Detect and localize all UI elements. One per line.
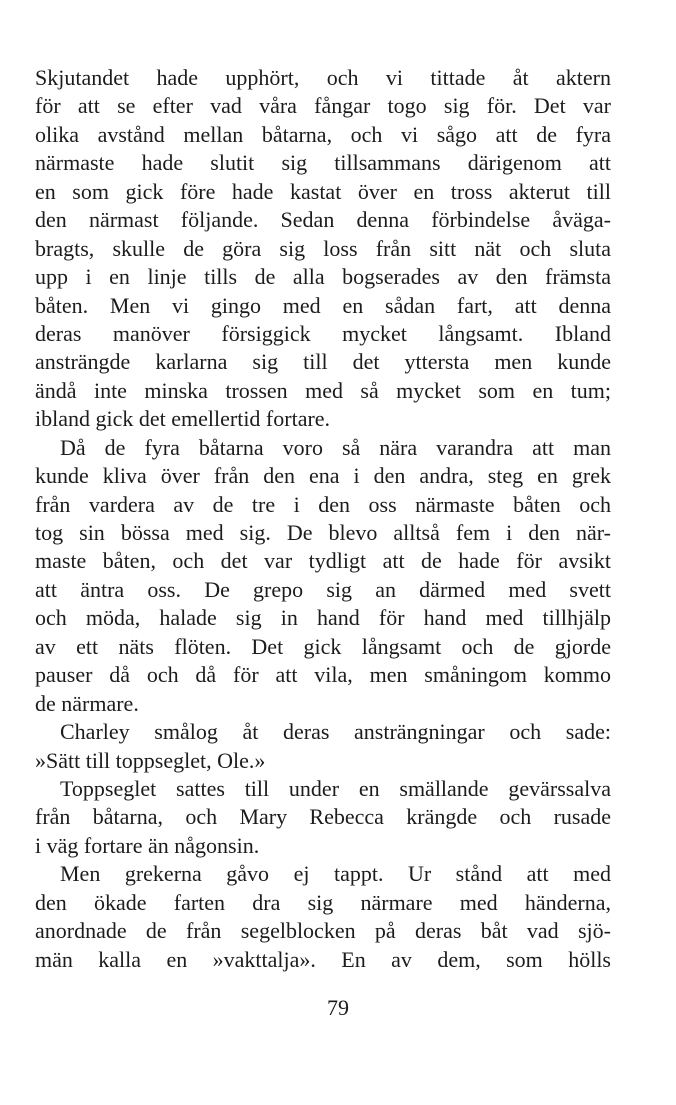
text-line: män kalla en »vakttalja». En av dem, som hölls bbox=[35, 946, 611, 972]
text-line: ibland gick det emellertid fortare. bbox=[35, 406, 331, 432]
text-line: och möda, halade sig in hand för hand med tillhjälp bbox=[35, 605, 611, 631]
text-line: från vardera av de tre i den oss närmaste båten och bbox=[35, 491, 611, 517]
paragraph bbox=[35, 718, 611, 775]
text-line: anordnade de från segelblocken på deras båt vad sjö- bbox=[35, 918, 611, 944]
text-line: de närmare. bbox=[35, 690, 139, 716]
text-line: Då de fyra båtarna voro så nära varandra att man bbox=[60, 434, 611, 460]
text-line: att äntra oss. De grepo sig an därmed med svett bbox=[35, 576, 611, 602]
text-line: Skjutandet hade upphört, och vi tittade åt aktern bbox=[35, 65, 611, 90]
text-line: den ökade farten dra sig närmare med händerna, bbox=[35, 889, 611, 915]
text-line: av ett näts flöten. Det gick långsamt och de gjorde bbox=[35, 633, 611, 659]
text-line: från båtarna, och Mary Rebecca krängde och rusade bbox=[35, 804, 611, 830]
text-line: bragts, skulle de göra sig loss från sitt nät och sluta bbox=[35, 235, 611, 261]
paragraph bbox=[35, 64, 611, 434]
text-line: den närmast följande. Sedan denna förbindelse åväga- bbox=[35, 207, 611, 233]
paragraph bbox=[35, 775, 611, 860]
text-line: kunde kliva över från den ena i den andra, steg en grek bbox=[35, 463, 611, 489]
text-line: närmaste hade slutit sig tillsammans därigenom att bbox=[35, 150, 611, 176]
text-line: deras manöver försiggick mycket långsamt. Ibland bbox=[35, 320, 611, 346]
text-line: för att se efter vad våra fångar togo sig för. Det var bbox=[35, 93, 611, 119]
text-line: Men grekerna gåvo ej tappt. Ur stånd att med bbox=[60, 861, 611, 887]
paragraph bbox=[35, 860, 611, 974]
text-line: Charley smålog åt deras ansträngningar och sade: bbox=[60, 719, 611, 745]
page-number: 79 bbox=[327, 995, 349, 1020]
text-line: »Sätt till toppseglet, Ole.» bbox=[35, 747, 266, 773]
text-line: pauser då och då för att vila, men småningom kommo bbox=[35, 662, 611, 688]
text-line: i väg fortare än någonsin. bbox=[35, 832, 260, 858]
text-line: en som gick före hade kastat över en tross akterut till bbox=[35, 178, 611, 204]
text-line: ändå inte minska trossen med så mycket som en tum; bbox=[35, 377, 611, 403]
text-line: ansträngde karlarna sig till det yttersta men kunde bbox=[35, 349, 611, 375]
text-line: båten. Men vi gingo med en sådan fart, att denna bbox=[35, 292, 611, 318]
text-line: olika avstånd mellan båtarna, och vi sågo att de fyra bbox=[35, 121, 611, 147]
text-line: maste båten, och det var tydligt att de hade för avsikt bbox=[35, 548, 611, 574]
text-line: tog sin bössa med sig. De blevo alltså fem i den när- bbox=[35, 520, 611, 545]
paragraph bbox=[35, 434, 611, 718]
text-line: upp i en linje tills de alla bogserades av den främsta bbox=[35, 264, 611, 290]
text-line: Toppseglet sattes till under en smällande gevärssalva bbox=[60, 775, 611, 801]
page-body-text bbox=[35, 64, 611, 974]
